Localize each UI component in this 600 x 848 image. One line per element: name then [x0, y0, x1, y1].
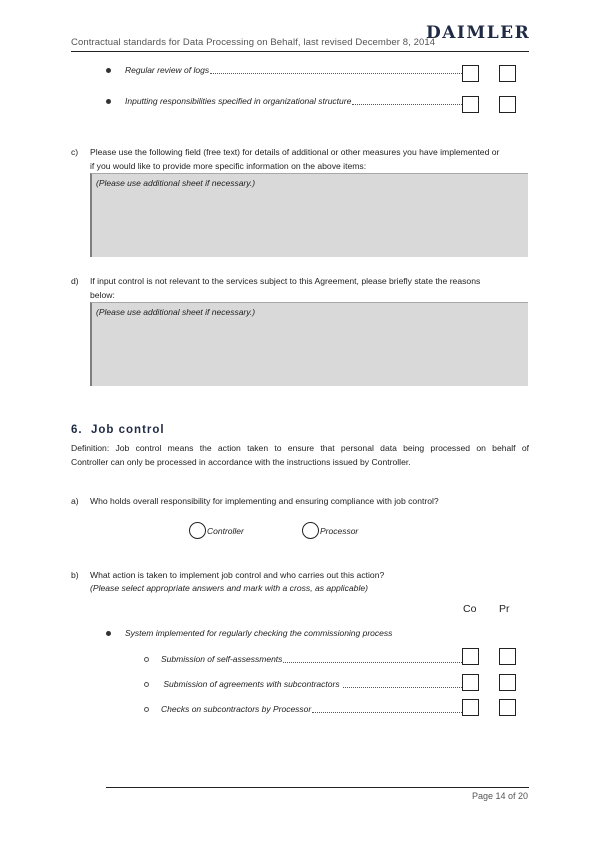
question-b-note: (Please select appropriate answers and mark with a cross, as applicable): [90, 583, 368, 593]
checklist-item: [106, 65, 462, 75]
question-d-line2: below:: [90, 290, 115, 300]
question-d-text: [90, 274, 530, 302]
question-c-line2: if you would like to provide more specific information on the above items:: [90, 161, 367, 171]
footer-divider: [106, 787, 529, 788]
checklist-item-label: Regular review of logs: [125, 65, 210, 75]
header-divider: [71, 51, 529, 52]
column-header-processor: Pr: [499, 603, 510, 615]
question-d-line1: If input control is not relevant to the services subject to this Agreement, please briefly state the reasons: [90, 276, 481, 286]
circle-bullet-icon: [144, 707, 149, 712]
column-header-controller: Co: [463, 603, 477, 615]
checkbox-controller[interactable]: [462, 648, 479, 665]
checkbox-processor[interactable]: [499, 65, 516, 82]
question-c-marker: c): [71, 147, 79, 157]
bullet-icon: [106, 99, 111, 104]
radio-label: Controller: [207, 525, 244, 536]
checklist-sub-item: [144, 654, 462, 664]
radio-controller[interactable]: [189, 522, 244, 539]
definition-line2: Controller can only be processed in accordance with the instructions issued by Controller.: [71, 457, 411, 467]
question-a-text: Who holds overall responsibility for implementing and ensuring compliance with job control?: [90, 496, 439, 506]
checklist-sub-item: [144, 679, 462, 689]
checklist-item: [106, 96, 462, 106]
radio-circle-icon[interactable]: [189, 522, 206, 539]
radio-circle-icon[interactable]: [302, 522, 319, 539]
free-text-field-c[interactable]: [90, 173, 528, 257]
checklist-main-item: [106, 628, 392, 638]
document-header-title: Contractual standards for Data Processing on Behalf, last revised December 8, 2014: [71, 37, 436, 48]
circle-bullet-icon: [144, 682, 149, 687]
checkbox-processor[interactable]: [499, 96, 516, 113]
checkbox-controller[interactable]: [462, 699, 479, 716]
section-definition: [71, 441, 529, 469]
checkbox-controller[interactable]: [462, 96, 479, 113]
question-b-marker: b): [71, 570, 79, 580]
definition-line1: Definition: Job control means the action taken to ensure that personal data being processed on behalf of: [71, 443, 529, 453]
checklist-item-label: Submission of self-assessments: [161, 654, 283, 664]
dot-leader: [312, 712, 462, 713]
checkbox-processor[interactable]: [499, 674, 516, 691]
page-number: Page 14 of 20: [472, 791, 529, 801]
checklist-item-label: System implemented for regularly checking the commissioning process: [125, 628, 393, 638]
daimler-logo: DAIMLER: [426, 23, 531, 43]
free-text-field-d[interactable]: [90, 302, 528, 386]
dot-leader: [283, 662, 462, 663]
checklist-item-label: Submission of agreements with subcontractors: [161, 679, 342, 689]
circle-bullet-icon: [144, 657, 149, 662]
dot-leader: [210, 73, 462, 74]
question-c-line1: Please use the following field (free text) for details of additional or other measures you have implemented or: [90, 147, 500, 157]
checkbox-processor[interactable]: [499, 648, 516, 665]
radio-label: Processor: [320, 525, 359, 536]
dot-leader: [343, 687, 462, 688]
bullet-icon: [106, 631, 111, 636]
field-placeholder: (Please use additional sheet if necessary.): [96, 307, 256, 317]
dot-leader: [352, 104, 462, 105]
question-d-marker: d): [71, 276, 79, 286]
checklist-item-label: Inputting responsibilities specified in organizational structure: [125, 96, 352, 106]
checkbox-controller[interactable]: [462, 674, 479, 691]
section-heading: 6. Job control: [71, 424, 165, 436]
question-a-marker: a): [71, 496, 79, 506]
checkbox-processor[interactable]: [499, 699, 516, 716]
checklist-item-label: Checks on subcontractors by Processor: [161, 704, 312, 714]
field-placeholder: (Please use additional sheet if necessary.): [96, 178, 256, 188]
bullet-icon: [106, 68, 111, 73]
question-b-text: What action is taken to implement job control and who carries out this action?: [90, 570, 385, 580]
question-c-text: [90, 145, 530, 173]
checklist-sub-item: [144, 704, 462, 714]
checkbox-controller[interactable]: [462, 65, 479, 82]
radio-processor[interactable]: [302, 522, 358, 539]
